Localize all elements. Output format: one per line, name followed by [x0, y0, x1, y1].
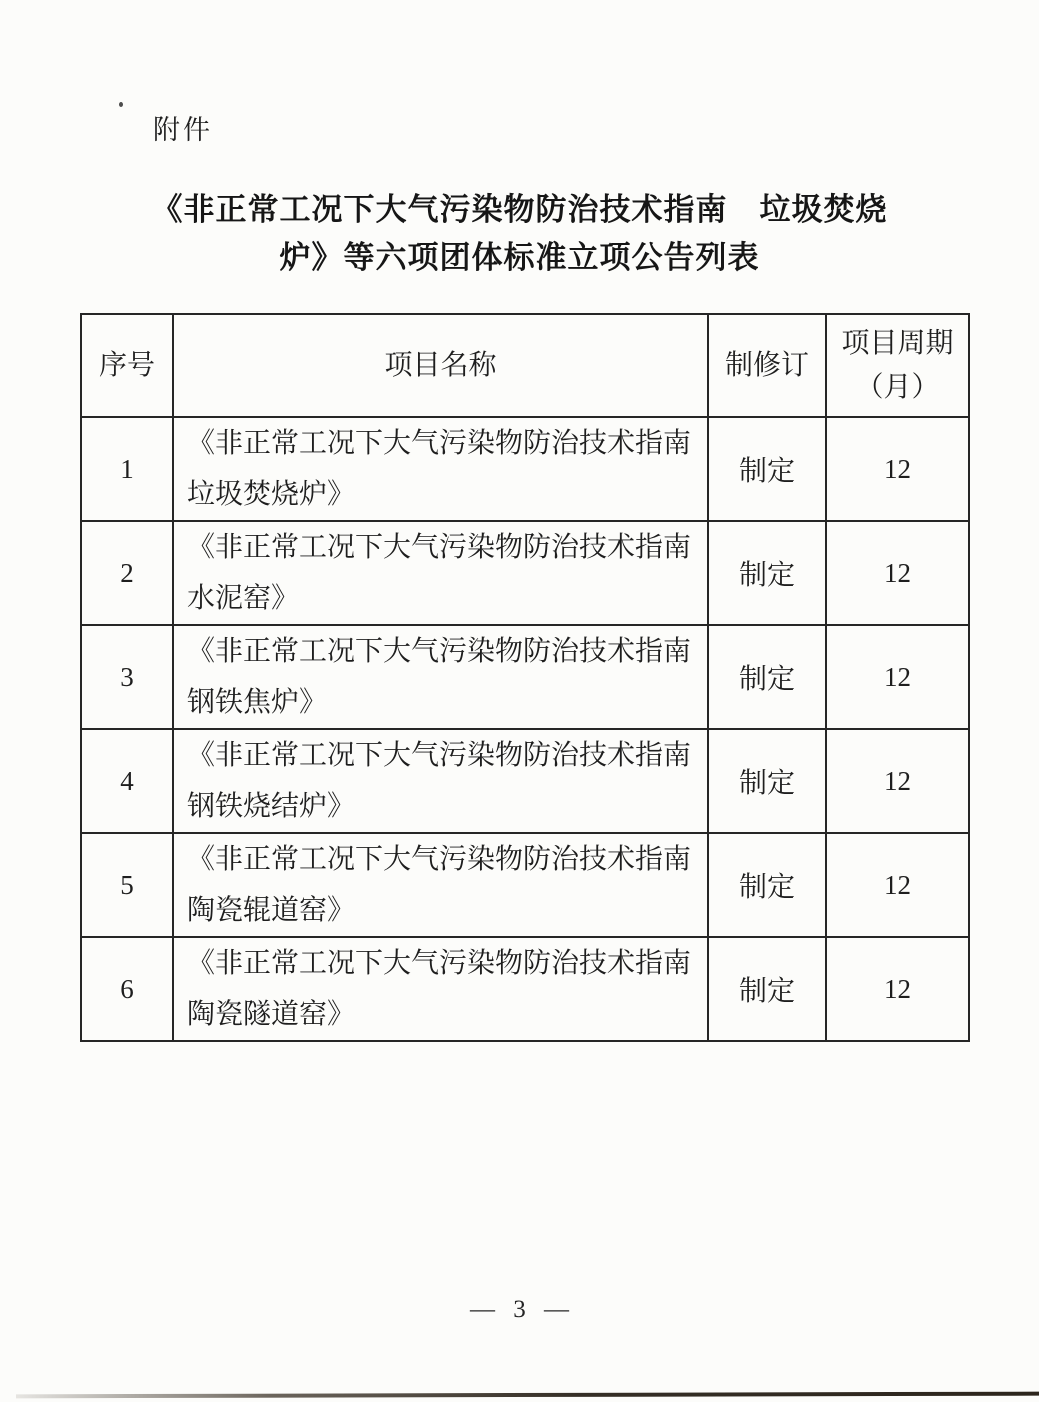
project-name-line: 钢铁烧结炉》 — [187, 791, 356, 822]
project-name-line: 陶瓷隧道窑》 — [187, 999, 356, 1030]
scan-edge-artifact — [16, 1392, 1039, 1399]
row-number: 2 — [81, 521, 173, 625]
revision-type: 制定 — [708, 833, 826, 937]
project-period-months: 12 — [826, 833, 969, 937]
document-title — [40, 186, 999, 282]
revision-type: 制定 — [708, 417, 826, 521]
table-row — [81, 833, 969, 937]
page-footer — [0, 1296, 1039, 1324]
column-header-line: 序号 — [98, 349, 155, 381]
table-row — [81, 417, 969, 521]
standards-table — [80, 313, 970, 1042]
project-period-months: 12 — [826, 417, 969, 521]
table-header-row — [81, 314, 969, 417]
project-name-line: 钢铁焦炉》 — [187, 687, 328, 718]
column-header-line: 项目周期 — [841, 327, 954, 359]
project-name — [173, 833, 708, 937]
revision-type: 制定 — [708, 521, 826, 625]
project-name-line: 《非正常工况下大气污染物防治技术指南 — [187, 532, 692, 563]
project-name-line: 《非正常工况下大气污染物防治技术指南 — [187, 740, 692, 771]
revision-type: 制定 — [708, 625, 826, 729]
column-header-name — [173, 314, 708, 417]
column-header-period — [826, 314, 969, 417]
project-period-months: 12 — [826, 937, 969, 1041]
scan-speck-artifact — [119, 102, 123, 107]
row-number: 6 — [81, 937, 173, 1041]
column-header-line: 项目名称 — [384, 349, 497, 381]
column-header-line: 制修订 — [724, 349, 809, 381]
project-name-line: 《非正常工况下大气污染物防治技术指南 — [187, 948, 692, 979]
project-name — [173, 417, 708, 521]
row-number: 4 — [81, 729, 173, 833]
attachment-label: 附件 — [153, 115, 213, 145]
project-name-line: 《非正常工况下大气污染物防治技术指南 — [187, 636, 692, 667]
project-period-months: 12 — [826, 625, 969, 729]
project-period-months: 12 — [826, 521, 969, 625]
project-name — [173, 937, 708, 1041]
column-header-num — [81, 314, 173, 417]
project-period-months: 12 — [826, 729, 969, 833]
revision-type: 制定 — [708, 729, 826, 833]
table-row — [81, 521, 969, 625]
project-name — [173, 625, 708, 729]
revision-type: 制定 — [708, 937, 826, 1041]
column-header-type — [708, 314, 826, 417]
document-title-line2: 炉》等六项团体标准立项公告列表 — [279, 240, 760, 275]
table-row — [81, 937, 969, 1041]
project-name-line: 陶瓷辊道窑》 — [187, 895, 356, 926]
project-name-line: 《非正常工况下大气污染物防治技术指南 — [187, 428, 692, 459]
row-number: 5 — [81, 833, 173, 937]
table-row — [81, 625, 969, 729]
row-number: 3 — [81, 625, 173, 729]
column-header-line: （月） — [855, 371, 940, 403]
table-body — [81, 417, 969, 1041]
table-row — [81, 729, 969, 833]
page-number: — 3 — — [470, 1296, 569, 1323]
project-name-line: 垃圾焚烧炉》 — [187, 479, 356, 510]
row-number: 1 — [81, 417, 173, 521]
project-name — [173, 521, 708, 625]
project-name-line: 水泥窑》 — [187, 583, 300, 614]
project-name — [173, 729, 708, 833]
project-name-line: 《非正常工况下大气污染物防治技术指南 — [187, 844, 692, 875]
document-title-line1: 《非正常工况下大气污染物防治技术指南 垃圾焚烧 — [151, 192, 888, 227]
